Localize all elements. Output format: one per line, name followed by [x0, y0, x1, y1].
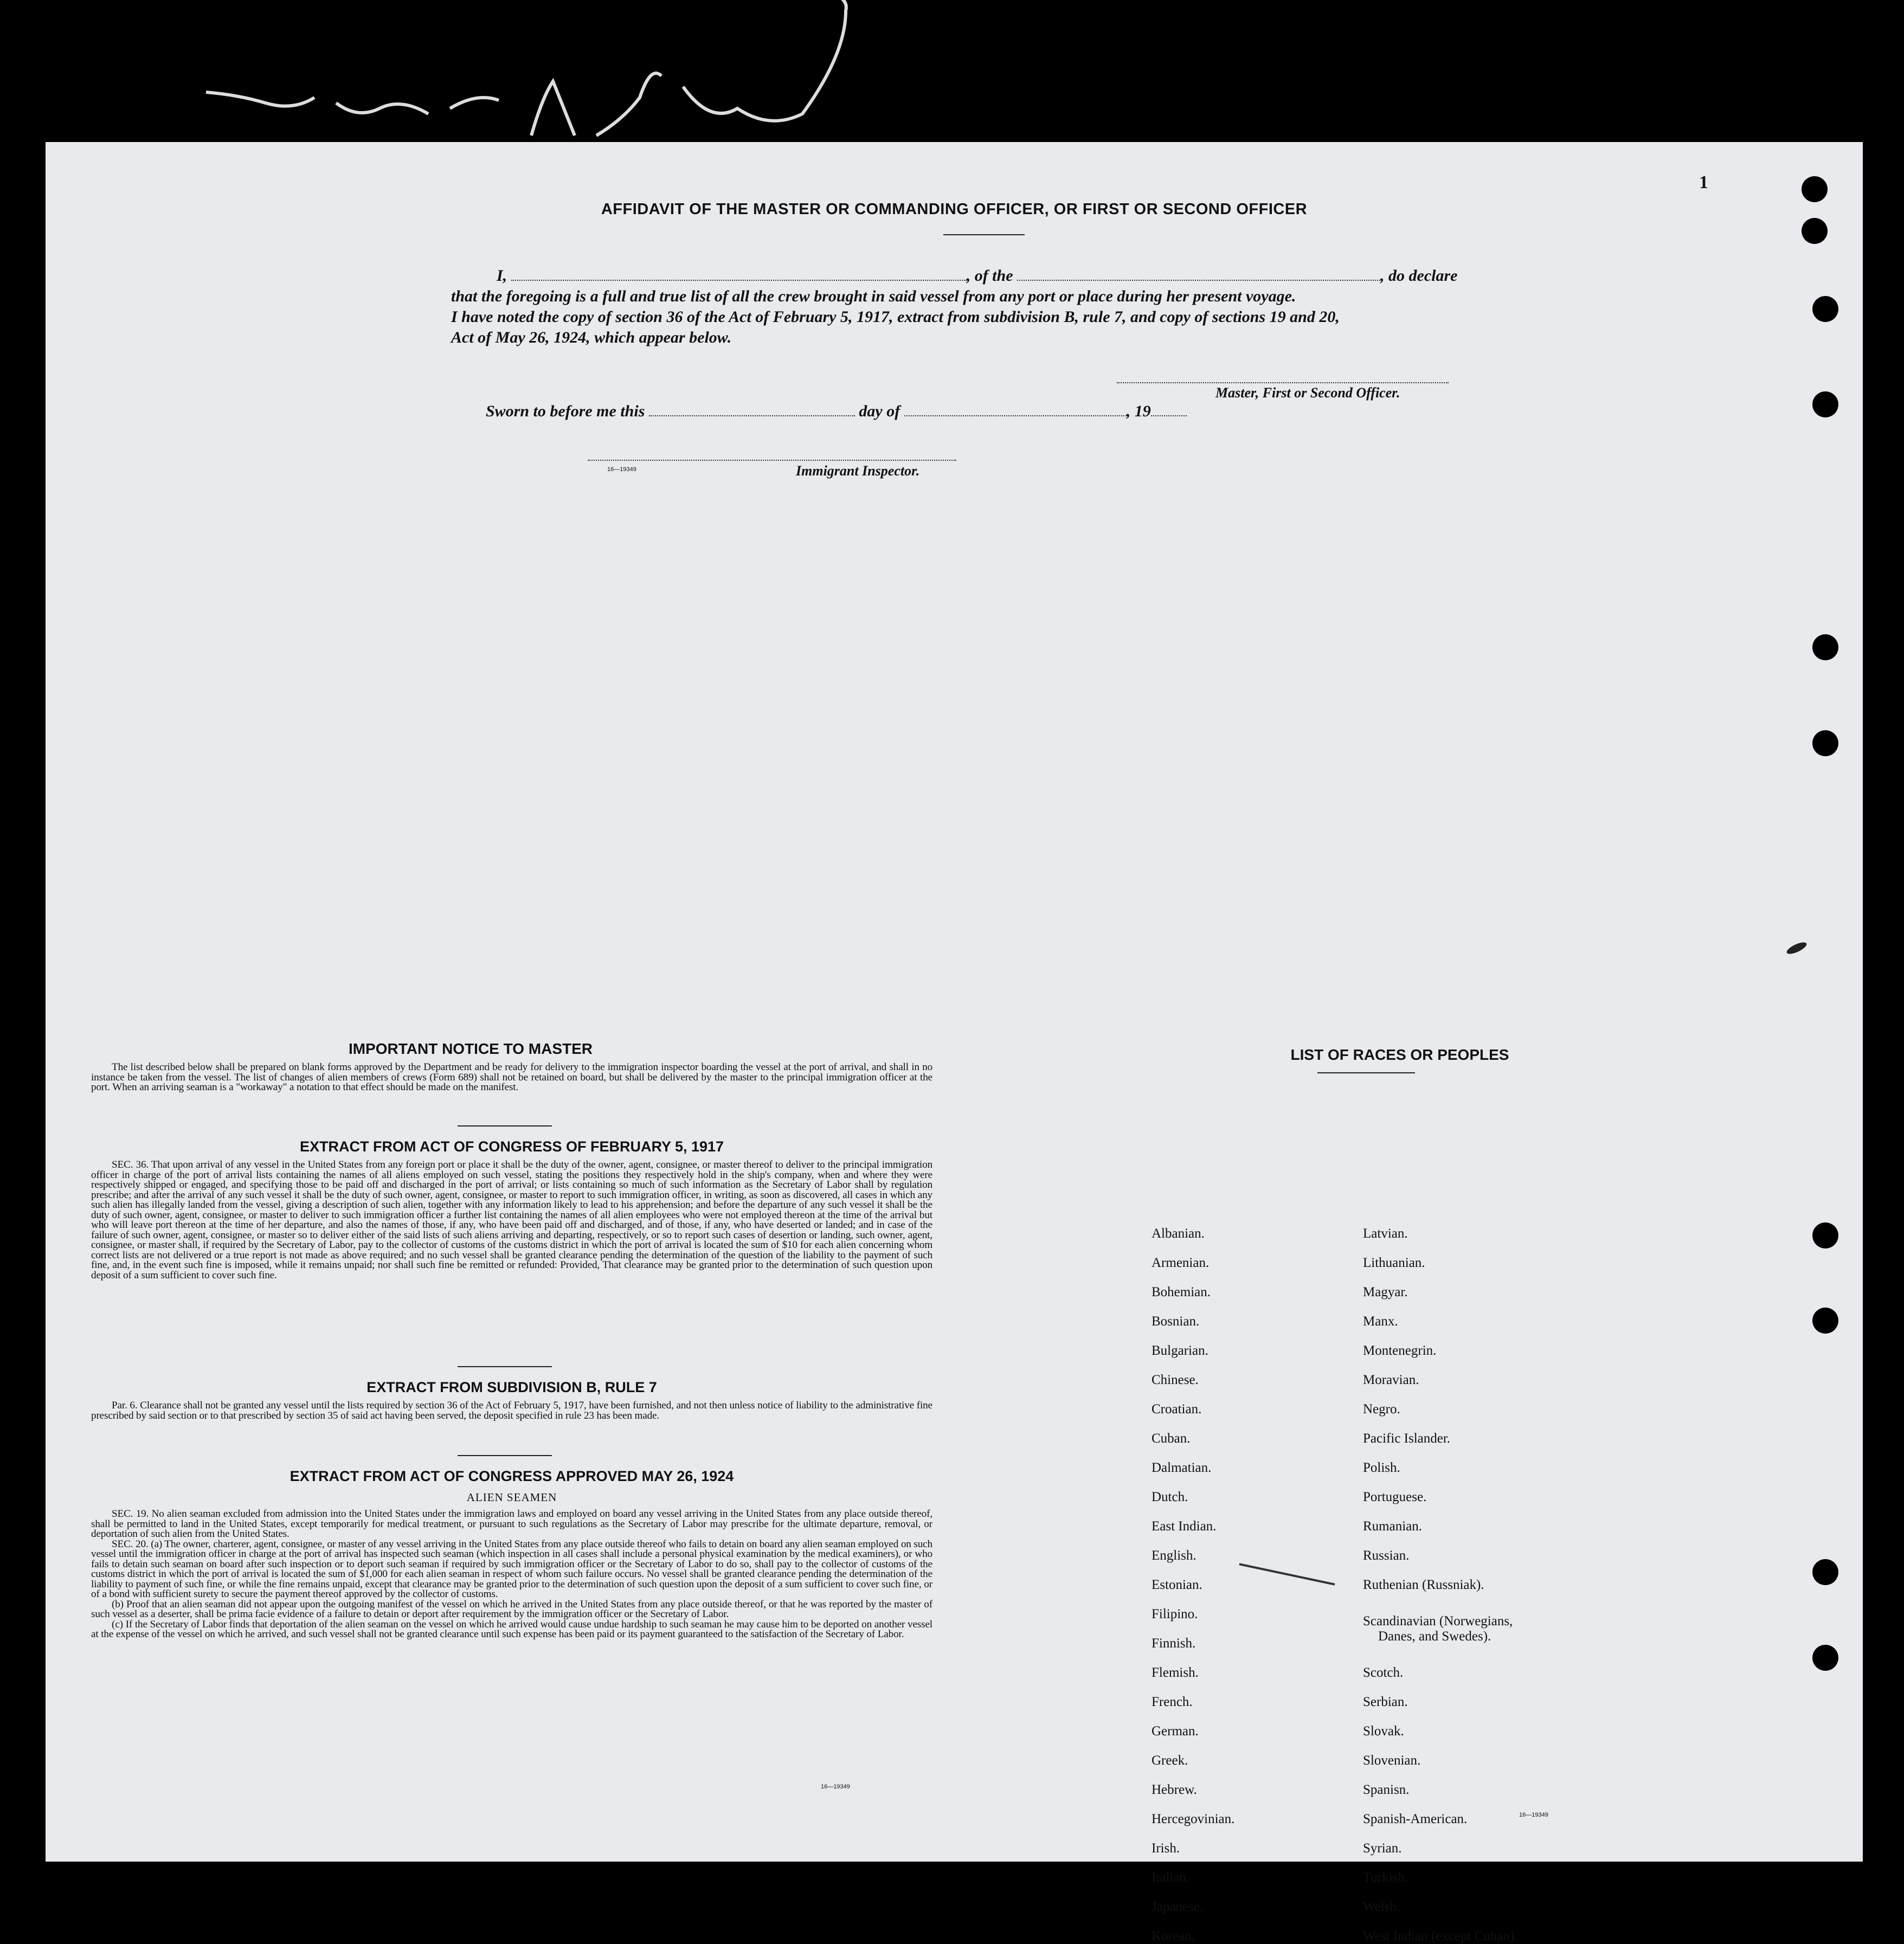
extract-1917-title: EXTRACT FROM ACT OF CONGRESS OF FEBRUARY 5, 1917 — [299, 1138, 724, 1155]
race-item: Filipino. — [1152, 1607, 1198, 1621]
race-item-continuation: Danes, and Swedes). — [1378, 1629, 1491, 1644]
form-number: 16—19349 — [607, 466, 636, 473]
race-item: Japanese. — [1152, 1900, 1204, 1914]
race-item: Spanisn. — [1363, 1782, 1410, 1797]
punch-hole — [1812, 1222, 1838, 1248]
race-item: Dalmatian. — [1152, 1460, 1212, 1475]
race-item: Italian. — [1152, 1870, 1190, 1885]
sec-20a-paragraph: SEC. 20. (a) The owner, charterer, agent, consignee, or master of any vessel arriving in the United States from any place outside thereof who fails to detain on board any alien seaman employed on such vessel until the immigration officer in charge at the port of arrival has inspected such seaman (which inspection in all cases shall include a personal physical examination by the medical examiners), or who fails to detain such seaman on board after such inspection or to deport such seaman if required by such immigration officer or the Secretary of Labor to do so, shall pay to the collector of customs of the customs district in which the port of arrival is located the sum of $1,000 for each alien seaman in respect of whom such failure occurs. No vessel shall be granted clearance pending the determination of the liability to payment of such fine, or while the fine remains unpaid, except that clearance may be granted prior to the determination of such question upon the deposit of a sum sufficient to cover such fine, or of a bond with sufficient surety to secure the payment thereof approved by the collector of customs. — [91, 1538, 932, 1600]
race-item: Irish. — [1152, 1841, 1180, 1856]
handwritten-scribble — [195, 0, 981, 141]
section-divider — [458, 1125, 552, 1127]
extract-1924-title: EXTRACT FROM ACT OF CONGRESS APPROVED MAY 26, 1924 — [290, 1468, 734, 1484]
race-item: Hercegovinian. — [1152, 1812, 1235, 1826]
race-item: Slovak. — [1363, 1724, 1404, 1739]
page-number: 1 — [1699, 172, 1708, 192]
race-item: Croatian. — [1152, 1402, 1202, 1417]
race-item: Cuban. — [1152, 1431, 1191, 1446]
inspector-caption: Immigrant Inspector. — [796, 463, 920, 479]
race-item: Estonian. — [1152, 1578, 1202, 1592]
master-caption: Master, First or Second Officer. — [1215, 385, 1400, 401]
affidavit-of-the: , of the — [966, 267, 1013, 285]
sworn-day-blank[interactable] — [649, 415, 855, 416]
race-item: Slovenian. — [1363, 1753, 1421, 1768]
extract-rule7-body — [91, 1401, 932, 1421]
race-item: Negro. — [1363, 1402, 1400, 1417]
section-divider — [458, 1366, 552, 1367]
race-item: Korean. — [1152, 1929, 1195, 1943]
race-item: West Indian (except Cuban). — [1363, 1929, 1518, 1943]
inspector-signature-line[interactable] — [588, 460, 956, 461]
race-item: Bohemian. — [1152, 1285, 1211, 1299]
race-item: English. — [1152, 1548, 1197, 1563]
punch-hole — [1812, 730, 1838, 756]
sworn-day-of: day of — [859, 402, 900, 420]
alien-seamen-subtitle: ALIEN SEAMEN — [466, 1491, 557, 1504]
document-page — [46, 142, 1863, 1943]
affidavit-line-2: that the foregoing is a full and true list of all the crew brought in said vessel from any port or place during her present voyage. — [451, 287, 1296, 305]
extract-1917-body — [91, 1160, 932, 1280]
punch-hole — [1812, 1645, 1838, 1671]
race-item: Magyar. — [1363, 1285, 1408, 1299]
punch-hole — [1802, 176, 1828, 202]
race-item: Flemish. — [1152, 1665, 1199, 1680]
extract-rule7-paragraph: Par. 6. Clearance shall not be granted any vessel until the lists required by section 36 of the Act of February 5, 1917, have been furnished, and not then unless notice of liability to the administrative fine prescribed by said section or to that prescribed by section 35 of said act having been served, the deposit specified in rule 23 has been made. — [91, 1400, 932, 1421]
race-item: Scotch. — [1363, 1665, 1404, 1680]
affidavit-i: I, — [497, 267, 507, 285]
form-number: 16—19349 — [1519, 1812, 1548, 1818]
punch-hole — [1812, 391, 1838, 417]
race-item: Spanish-American. — [1363, 1812, 1468, 1826]
ink-smudge — [1239, 1563, 1335, 1585]
sworn-year-blank[interactable] — [1151, 415, 1187, 416]
sec-20c-paragraph: (c) If the Secretary of Labor finds that deportation of the alien seaman on the vessel on which he arrived would cause undue hardship to such seaman he may cause him to be deported on another vessel at the expense of the vessel on which he arrived, and such vessel shall not be granted clearance until such expense has been paid or its payment guaranteed to the satisfaction of the Secretary of Labor. — [91, 1618, 932, 1640]
affidavit-title: AFFIDAVIT OF THE MASTER OR COMMANDING OFFICER, OR FIRST OR SECOND OFFICER — [601, 201, 1308, 218]
race-item: Welsh. — [1363, 1900, 1400, 1914]
affidavit-line-3: I have noted the copy of section 36 of the Act of February 5, 1917, extract from subdivision B, rule 7, and copy of sections 19 and 20, — [451, 308, 1340, 326]
race-item: Manx. — [1363, 1314, 1398, 1329]
race-item: Hebrew. — [1152, 1782, 1197, 1797]
race-item: Finnish. — [1152, 1636, 1196, 1651]
race-item: Albanian. — [1152, 1226, 1205, 1241]
name-blank[interactable] — [511, 280, 967, 281]
race-item: Latvian. — [1363, 1226, 1408, 1241]
race-item: Serbian. — [1363, 1695, 1408, 1709]
sworn-line — [486, 402, 1187, 421]
race-item: Scandinavian (Norwegians, — [1363, 1614, 1513, 1628]
sec-19-paragraph: SEC. 19. No alien seaman excluded from admission into the United States under the immigration laws and employed on board any vessel arriving in the United States from any place outside thereof, shall be permitted to land in the United States, except temporarily for medical treatment, or pursuant to such regulations as the Secretary of Labor may prescribe for the ultimate departure, removal, or deportation of such alien from the United States. — [91, 1508, 932, 1540]
race-item: Bulgarian. — [1152, 1343, 1208, 1358]
sworn-label: Sworn to before me this — [486, 402, 645, 420]
race-item: Polish. — [1363, 1460, 1400, 1475]
notice-body — [91, 1063, 932, 1093]
race-item: Syrian. — [1363, 1841, 1402, 1856]
race-item: Rumanian. — [1363, 1519, 1423, 1534]
race-item: Ruthenian (Russniak). — [1363, 1578, 1484, 1592]
races-title-rule — [1317, 1072, 1415, 1073]
race-item: Russian. — [1363, 1548, 1410, 1563]
race-item: French. — [1152, 1695, 1193, 1709]
affidavit-text — [451, 266, 1519, 348]
notice-paragraph: The list described below shall be prepared on blank forms approved by the Department and be ready for delivery to the immigration inspector boarding the vessel at the port of arrival, and shall in no instance be taken from the vessel. The list of changes of alien members of crews (Form 689) shall not be retained on board, but shall be delivered by the master to the principal immigration officer at the port. When an arriving seaman is a "workaway" a notation to that effect should be made on the manifest. — [91, 1061, 932, 1093]
race-item: Chinese. — [1152, 1373, 1199, 1387]
race-item: Armenian. — [1152, 1256, 1210, 1270]
race-item: Dutch. — [1152, 1490, 1188, 1504]
ink-smudge — [1785, 940, 1808, 956]
extract-rule7-title: EXTRACT FROM SUBDIVISION B, RULE 7 — [366, 1379, 657, 1395]
vessel-blank[interactable] — [1017, 280, 1380, 281]
race-item: Pacific Islander. — [1363, 1431, 1451, 1446]
race-item: East Indian. — [1152, 1519, 1217, 1534]
race-item: Turkish. — [1363, 1870, 1408, 1885]
race-item: Greek. — [1152, 1753, 1188, 1768]
affidavit-line-1 — [451, 266, 1519, 286]
punch-hole — [1812, 1308, 1838, 1334]
extract-1917-paragraph: SEC. 36. That upon arrival of any vessel in the United States from any foreign port or place it shall be the duty of the owner, agent, consignee, or master thereof to deliver to the principal immigration officer in charge of the port of arrival lists containing the names of all aliens employed on such vessel, stating the positions they respectively hold in the ship's company, when and where they were respectively shipped or engaged, and specifying those to be paid off and discharged in the port of arrival; or lists containing so much of such information as the Secretary of Labor shall by regulation prescribe; and after the arrival of any such vessel it shall be the duty of such owner, agent, consignee, or master to report to such immigration officer, in writing, as soon as discovered, all cases in which any such alien has illegally landed from the vessel, giving a description of such alien, together with any information likely to lead to his apprehension; and before the departure of any such vessel it shall be the duty of such owner, agent, consignee, or master to deliver to such immigration officer a further list containing the names of all alien employees who were not employed thereon at the time of the arrival but who will leave port thereon at the time of her departure, and also the names of those, if any, who have been paid off and discharged, and of those, if any, who have deserted or landed; and in case of the failure of such owner, agent, consignee, or master so to deliver either of the said lists of such aliens arriving and departing, respectively, or so to report such cases of desertion or landing, such owner, agent, consignee, or master shall, if required by the Secretary of Labor, pay to the collector of customs of the customs district in which the port of arrival is located the sum of $10 for each alien concerning whom correct lists are not delivered or a true report is not made as above required; and no such vessel shall be granted clearance pending the determination of the question of the liability to the payment of such fine, and, in the event such fine is imposed, while it remains unpaid; nor shall such fine be remitted or refunded: Provided, That clearance may be granted prior to the determination of such question upon deposit of a sum sufficient to cover such fine. — [91, 1159, 932, 1281]
punch-hole — [1802, 218, 1828, 244]
race-item: German. — [1152, 1724, 1199, 1739]
title-rule — [943, 234, 1025, 235]
race-item: Bosnian. — [1152, 1314, 1200, 1329]
section-divider — [458, 1455, 552, 1456]
punch-hole — [1812, 296, 1838, 322]
punch-hole — [1812, 634, 1838, 660]
sworn-month-blank[interactable] — [904, 415, 1127, 416]
sec-20b-paragraph: (b) Proof that an alien seaman did not appear upon the outgoing manifest of the vessel on which he arrived in the United States from any place outside thereof, or that he was reported by the master of such vessel as a deserter, shall be prima facie evidence of a failure to detain or deport after requirement by the immigration officer or the Secretary of Labor. — [91, 1598, 932, 1620]
master-signature-line[interactable] — [1117, 382, 1449, 383]
punch-hole — [1812, 1559, 1838, 1585]
race-item: Lithuanian. — [1363, 1256, 1425, 1270]
affidavit-declare: , do declare — [1380, 267, 1458, 285]
extract-1924-body — [91, 1509, 932, 1640]
affidavit-line-4: Act of May 26, 1924, which appear below. — [451, 329, 732, 346]
race-item: Montenegrin. — [1363, 1343, 1437, 1358]
form-number: 16—19349 — [821, 1784, 850, 1790]
notice-title: IMPORTANT NOTICE TO MASTER — [348, 1040, 593, 1057]
races-title: LIST OF RACES OR PEOPLES — [1290, 1046, 1509, 1063]
sworn-year: , 19 — [1126, 402, 1151, 420]
race-item: Moravian. — [1363, 1373, 1419, 1387]
race-item: Portuguese. — [1363, 1490, 1427, 1504]
